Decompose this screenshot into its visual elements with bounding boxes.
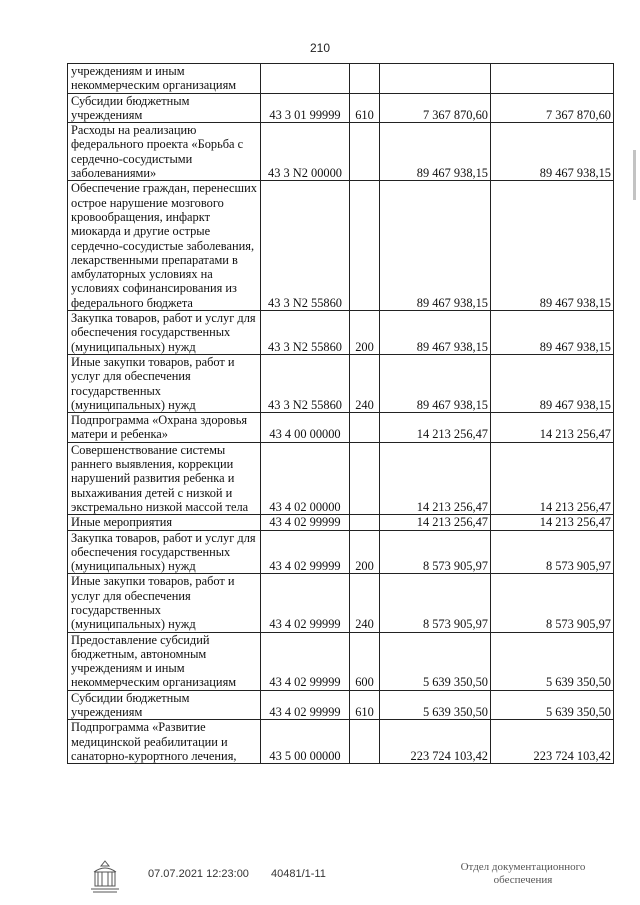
row-amount-1: 89 467 938,15 bbox=[380, 311, 491, 355]
row-amount-1: 89 467 938,15 bbox=[380, 123, 491, 181]
row-expense-type bbox=[350, 64, 380, 94]
row-code: 43 3 N2 55860 bbox=[261, 354, 350, 412]
table-row bbox=[68, 354, 614, 412]
row-expense-type bbox=[350, 413, 380, 443]
row-amount-1: 14 213 256,47 bbox=[380, 515, 491, 530]
row-amount-2: 8 573 905,97 bbox=[491, 574, 614, 632]
row-amount-2: 89 467 938,15 bbox=[491, 311, 614, 355]
row-code: 43 3 N2 55860 bbox=[261, 311, 350, 355]
row-expense-type: 240 bbox=[350, 574, 380, 632]
row-amount-2: 89 467 938,15 bbox=[491, 354, 614, 412]
row-name: Иные закупки товаров, работ и услуг для обеспечения государственных (муниципальных) нужд bbox=[68, 574, 261, 632]
row-code: 43 3 N2 00000 bbox=[261, 123, 350, 181]
table-row bbox=[68, 690, 614, 720]
scan-edge-mark bbox=[632, 150, 638, 200]
row-name: Предоставление субсидий бюджетным, автономным учреждениям и иным некоммерческим организациям bbox=[68, 632, 261, 690]
table-row bbox=[68, 632, 614, 690]
table-row bbox=[68, 515, 614, 530]
row-amount-1: 14 213 256,47 bbox=[380, 413, 491, 443]
row-expense-type bbox=[350, 181, 380, 311]
stamp-line-2: обеспечения bbox=[493, 874, 553, 886]
row-expense-type bbox=[350, 720, 380, 764]
row-expense-type: 600 bbox=[350, 632, 380, 690]
row-amount-2: 5 639 350,50 bbox=[491, 632, 614, 690]
row-name: Закупка товаров, работ и услуг для обеспечения государственных (муниципальных) нужд bbox=[68, 530, 261, 574]
row-name: Расходы на реализацию федерального проекта «Борьба с сердечно-сосудистыми заболеваниями» bbox=[68, 123, 261, 181]
row-amount-2: 89 467 938,15 bbox=[491, 181, 614, 311]
row-code: 43 3 01 99999 bbox=[261, 93, 350, 123]
footer-date: 07.07.2021 12:23:00 bbox=[148, 868, 249, 880]
row-expense-type: 200 bbox=[350, 530, 380, 574]
row-amount-2: 89 467 938,15 bbox=[491, 123, 614, 181]
table-row bbox=[68, 311, 614, 355]
department-stamp bbox=[438, 861, 608, 887]
row-name: Обеспечение граждан, перенесших острое нарушение мозгового кровообращения, инфаркт миокарда и другие острые сердечно-сосудистые заболевания, лекарственными препаратами в амбулаторных условиях на условиях софинансирования из федерального бюджета bbox=[68, 181, 261, 311]
budget-table-body bbox=[68, 64, 614, 764]
row-code: 43 4 02 99999 bbox=[261, 530, 350, 574]
row-amount-2: 223 724 103,42 bbox=[491, 720, 614, 764]
row-amount-1: 8 573 905,97 bbox=[380, 574, 491, 632]
row-name: Закупка товаров, работ и услуг для обеспечения государственных (муниципальных) нужд bbox=[68, 311, 261, 355]
row-expense-type: 610 bbox=[350, 93, 380, 123]
row-name: Совершенствование системы раннего выявления, коррекции нарушений развития ребенка и выхаживания детей с низкой и экстремально низкой массой тела bbox=[68, 442, 261, 514]
row-code: 43 3 N2 55860 bbox=[261, 181, 350, 311]
row-code: 43 4 02 99999 bbox=[261, 632, 350, 690]
stamp-line-1: Отдел документационного bbox=[460, 861, 586, 873]
row-amount-1: 5 639 350,50 bbox=[380, 632, 491, 690]
row-code: 43 4 02 99999 bbox=[261, 515, 350, 530]
row-expense-type: 240 bbox=[350, 354, 380, 412]
row-expense-type bbox=[350, 515, 380, 530]
table-row bbox=[68, 530, 614, 574]
emblem-icon bbox=[86, 858, 124, 896]
row-name: Подпрограмма «Развитие медицинской реабилитации и санаторно-курортного лечения, bbox=[68, 720, 261, 764]
row-name: учреждениям и иным некоммерческим организациям bbox=[68, 64, 261, 94]
row-amount-1: 5 639 350,50 bbox=[380, 690, 491, 720]
row-code: 43 4 02 99999 bbox=[261, 690, 350, 720]
table-row bbox=[68, 123, 614, 181]
row-code: 43 5 00 00000 bbox=[261, 720, 350, 764]
row-amount-1: 7 367 870,60 bbox=[380, 93, 491, 123]
row-amount-2: 7 367 870,60 bbox=[491, 93, 614, 123]
table-row bbox=[68, 64, 614, 94]
row-amount-1: 89 467 938,15 bbox=[380, 354, 491, 412]
table-row bbox=[68, 574, 614, 632]
row-amount-1 bbox=[380, 64, 491, 94]
row-amount-2 bbox=[491, 64, 614, 94]
row-expense-type: 610 bbox=[350, 690, 380, 720]
table-row bbox=[68, 181, 614, 311]
row-expense-type: 200 bbox=[350, 311, 380, 355]
row-expense-type bbox=[350, 442, 380, 514]
row-name: Иные мероприятия bbox=[68, 515, 261, 530]
page-number: 210 bbox=[309, 41, 331, 55]
budget-table bbox=[67, 63, 614, 764]
row-code: 43 4 00 00000 bbox=[261, 413, 350, 443]
row-name: Иные закупки товаров, работ и услуг для обеспечения государственных (муниципальных) нужд bbox=[68, 354, 261, 412]
row-amount-2: 14 213 256,47 bbox=[491, 515, 614, 530]
row-amount-1: 89 467 938,15 bbox=[380, 181, 491, 311]
table-row bbox=[68, 413, 614, 443]
row-name: Подпрограмма «Охрана здоровья матери и ребенка» bbox=[68, 413, 261, 443]
row-code: 43 4 02 00000 bbox=[261, 442, 350, 514]
row-name: Субсидии бюджетным учреждениям bbox=[68, 93, 261, 123]
row-code bbox=[261, 64, 350, 94]
page-footer bbox=[0, 860, 640, 900]
row-name: Субсидии бюджетным учреждениям bbox=[68, 690, 261, 720]
table-row bbox=[68, 442, 614, 514]
row-amount-1: 8 573 905,97 bbox=[380, 530, 491, 574]
row-amount-2: 5 639 350,50 bbox=[491, 690, 614, 720]
footer-doc-number: 40481/1-11 bbox=[271, 868, 326, 880]
row-code: 43 4 02 99999 bbox=[261, 574, 350, 632]
row-expense-type bbox=[350, 123, 380, 181]
row-amount-2: 14 213 256,47 bbox=[491, 442, 614, 514]
table-row bbox=[68, 720, 614, 764]
row-amount-2: 14 213 256,47 bbox=[491, 413, 614, 443]
row-amount-2: 8 573 905,97 bbox=[491, 530, 614, 574]
row-amount-1: 223 724 103,42 bbox=[380, 720, 491, 764]
row-amount-1: 14 213 256,47 bbox=[380, 442, 491, 514]
table-row bbox=[68, 93, 614, 123]
